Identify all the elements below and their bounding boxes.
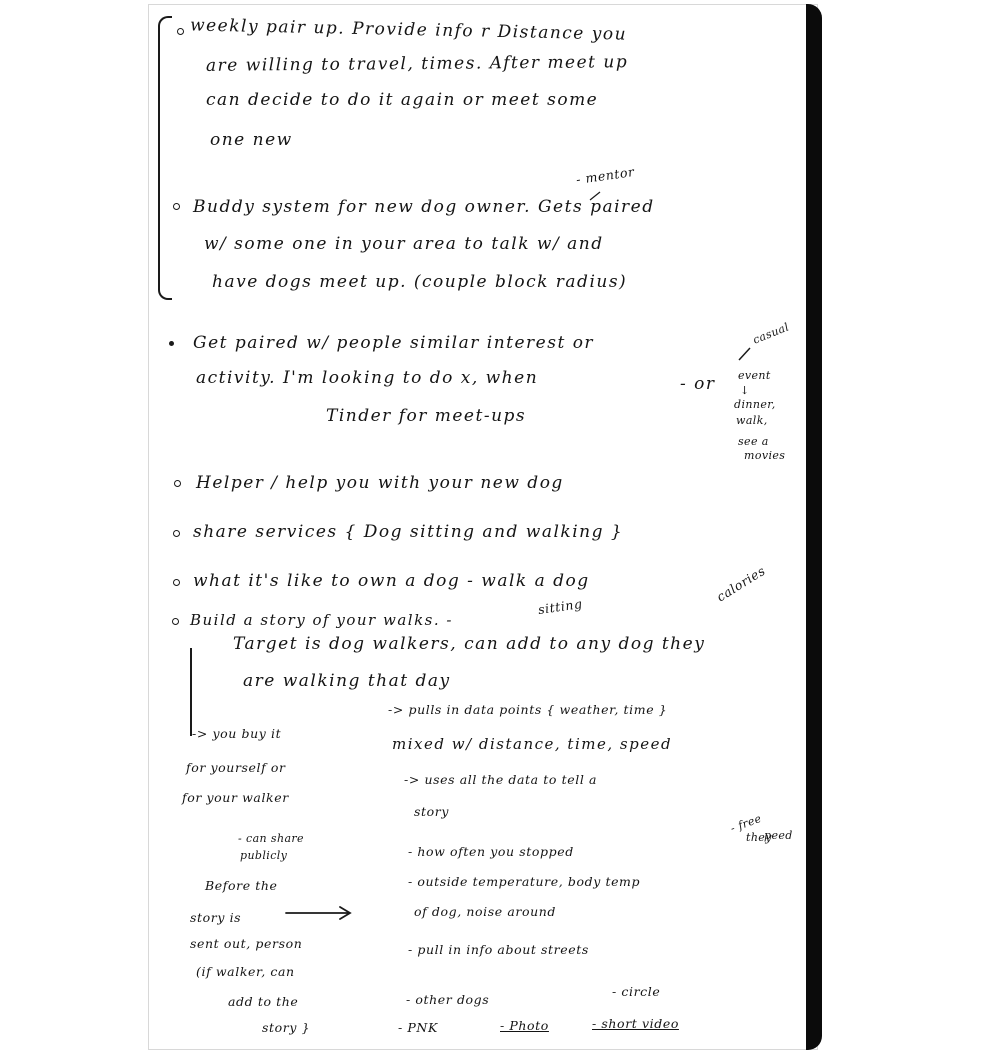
free-note-2: they	[746, 831, 772, 844]
walking-line: are walking that day	[243, 671, 451, 691]
calories-note: calories	[713, 562, 768, 605]
target-line: Target is dog walkers, can add to any dog they	[233, 634, 706, 654]
stopped-line: - how often you stopped	[408, 844, 574, 859]
paired-line-2-or: - or	[680, 374, 716, 394]
mentor-note: - mentor	[575, 163, 636, 188]
paired-line-2: activity. I'm looking to do x, when	[196, 368, 539, 388]
of-dog-line: of dog, noise around	[414, 904, 557, 919]
side-note-walk: walk,	[736, 414, 768, 427]
share-line-2: publicly	[240, 849, 288, 862]
side-note-event: event	[738, 369, 771, 382]
side-note-arrow: ↓	[740, 384, 750, 397]
mixed-line: mixed w/ distance, time, speed	[392, 735, 673, 753]
share-line-1: - can share	[238, 832, 304, 845]
uses-line: -> uses all the data to tell a	[404, 772, 598, 787]
mentor-caret	[590, 192, 600, 200]
buy-line-3: for your walker	[182, 790, 289, 805]
buddy-line-3: have dogs meet up. (couple block radius)	[212, 272, 628, 292]
paired-line-1: Get paired w/ people similar interest or	[193, 333, 595, 353]
buddy-line-1: Buddy system for new dog owner. Gets paired	[193, 197, 655, 217]
buy-line-2: for yourself or	[186, 760, 286, 775]
casual-tick	[739, 348, 750, 360]
pulls-line: -> pulls in data points { weather, time }	[388, 702, 668, 717]
other-dogs-line: - other dogs	[406, 992, 490, 1007]
before-line-2: story is	[190, 910, 242, 925]
side-note-dinner: dinner,	[734, 398, 776, 411]
free-note-3: peed	[764, 829, 793, 842]
short-video-note: - short video	[592, 1016, 679, 1031]
weekly-line-4: one new	[210, 130, 293, 150]
before-line-4: (if walker, can	[196, 964, 295, 979]
sitting-note: sitting	[537, 595, 584, 618]
weekly-line-3: can decide to do it again or meet some	[206, 90, 599, 110]
pull-info-line: - pull in info about streets	[408, 942, 589, 957]
buy-line-1: -> you buy it	[192, 726, 282, 741]
before-story-arrow	[286, 907, 350, 919]
side-note-movies: movies	[744, 449, 786, 462]
share-services-line: share services { Dog sitting and walking }	[193, 522, 624, 542]
weekly-line-1: weekly pair up. Provide info r Distance you	[189, 15, 628, 45]
outside-line: - outside temperature, body temp	[408, 874, 641, 889]
before-line-5: add to the	[228, 994, 299, 1009]
buddy-line-2: w/ some one in your area to talk w/ and	[204, 234, 604, 254]
story-word: story	[414, 804, 450, 819]
circle-note: - circle	[612, 984, 661, 999]
what-its-like-line: what it's like to own a dog - walk a dog	[193, 571, 590, 591]
side-note-see: see a	[738, 435, 769, 448]
build-story-line: Build a story of your walks. -	[190, 611, 453, 629]
free-note-1: - free	[728, 811, 764, 836]
pnk-note: - PNK	[398, 1020, 438, 1035]
paired-line-3: Tinder for meet-ups	[326, 406, 527, 426]
side-note-casual: casual	[750, 320, 791, 347]
helper-line: Helper / help you with your new dog	[196, 473, 564, 493]
before-line-3: sent out, person	[190, 936, 303, 951]
before-line-6: story }	[262, 1020, 311, 1035]
weekly-line-2: are willing to travel, times. After meet up	[205, 52, 629, 76]
photo-note: - Photo	[500, 1018, 549, 1033]
before-line-1: Before the	[205, 878, 278, 893]
